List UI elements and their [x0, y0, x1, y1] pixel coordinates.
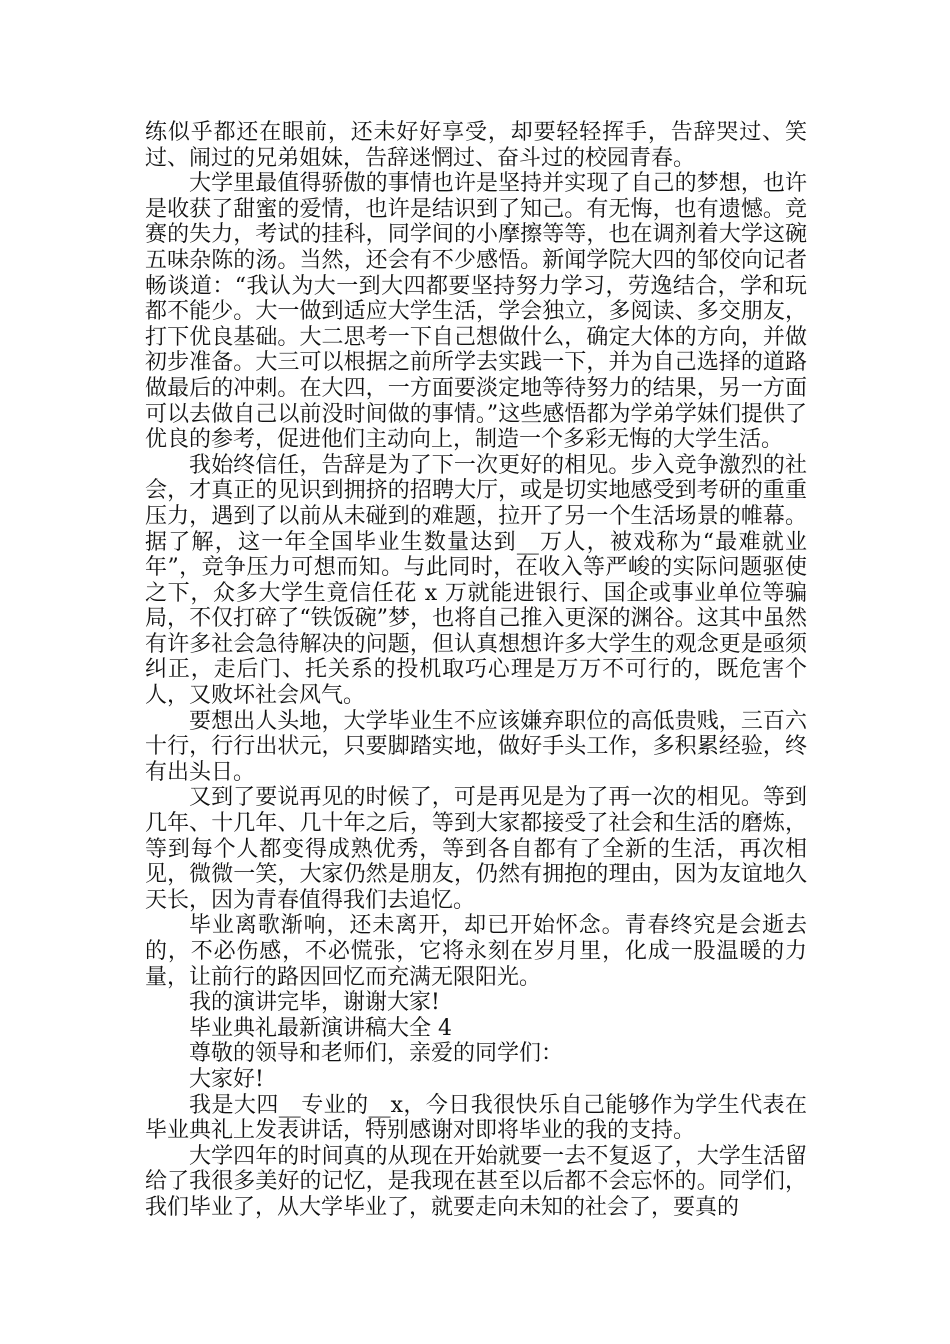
paragraph-speech-end: 我的演讲完毕，谢谢大家!: [189, 990, 440, 1016]
paragraph-university-years: 大学四年的时间真的从现在开始就要一去不复返了，大学生活留给了我很多美好的记忆，是我现在甚至以后都不会忘怀的。同学们，我们毕业了，从大学毕业了，就要走向未知的社会了，要真的: [145, 1143, 807, 1220]
paragraph-farewell-competition: 我始终信任，告辞是为了下一次更好的相见。步入竞争激烈的社会，才真正的见识到拥挤的招聘大厅，或是切实地感受到考研的重重压力，遇到了以前从未碰到的难题，拉开了另一个生活场景的帷幕。据了解，这一年全国毕业生数量达到__万人，被戏称为“最难就业年”，竞争压力可想而知。与此同时，在收入等严峻的实际问题驱使之下，众多大学生竟信任花 x 万就能进银行、国企或事业单位等骗局，不仅打碎了“铁饭碗”梦，也将自己推入更深的渊谷。这其中虽然有许多社会急待解决的问题，但认真想想许多大学生的观念更是亟须纠正，走后门、托关系的投机取巧心理是万万不可行的，既危害个人，又败坏社会风气。: [145, 452, 807, 709]
paragraph-achievements: 大学里最值得骄傲的事情也许是坚持并实现了自己的梦想，也许是收获了甜蜜的爱情，也许是结识到了知己。有无悔，也有遗憾。竞赛的失力，考试的挂科，同学间的小摩擦等等，也在调剂着大学这碗五味杂陈的汤。当然，还会有不少感悟。新闻学院大四的邹佼向记者畅谈道：“我认为大一到大四都要坚持努力学习，劳逸结合，学和玩都不能少。大一做到适应大学生活，学会独立，多阅读、多交朋友，打下优良基础。大二思考一下自己想做什么，确定大体的方向，并做初步准备。大三可以根据之前所学去实践一下，并为自己选择的道路做最后的冲刺。在大四，一方面要淡定地等待努力的结果，另一方面可以去做自己以前没时间做的事情。”这些感悟都为学弟学妹们提供了优良的参考，促进他们主动向上，制造一个多彩无悔的大学生活。: [145, 171, 807, 453]
paragraph-greeting: 大家好!: [189, 1066, 264, 1092]
paragraph-career-advice: 要想出人头地，大学毕业生不应该嫌弃职位的高低贵贱，三百六十行，行行出状元，只要脚踏实地，做好手头工作，多积累经验，终有出头日。: [145, 708, 807, 785]
paragraph-introduction: 我是大四__专业的__x，今日我很快乐自己能够作为学生代表在毕业典礼上发表讲话，特别感谢对即将毕业的我的支持。: [145, 1092, 807, 1144]
paragraph-continuation: 练似乎都还在眼前，还未好好享受，却要轻轻挥手，告辞哭过、笑过、闹过的兄弟姐妹，告辞迷惘过、奋斗过的校园青春。: [145, 120, 807, 171]
paragraph-salutation: 尊敬的领导和老师们，亲爱的同学们：: [189, 1041, 564, 1067]
document-page: [145, 120, 807, 1221]
section-heading: 毕业典礼最新演讲稿大全 4: [189, 1015, 452, 1041]
paragraph-graduation-song: 毕业离歌渐响，还未离开，却已开始怀念。青春终究是会逝去的，不必伤感，不必慌张，它将永刻在岁月里，化成一股温暖的力量，让前行的路因回忆而充满无限阳光。: [145, 913, 807, 990]
paragraph-goodbye: 又到了要说再见的时候了，可是再见是为了再一次的相见。等到几年、十几年、几十年之后，等到大家都接受了社会和生活的磨炼，等到每个人都变得成熟优秀，等到各自都有了全新的生活，再次相见，微微一笑，大家仍然是朋友，仍然有拥抱的理由，因为友谊地久天长，因为青春值得我们去追忆。: [145, 785, 807, 913]
